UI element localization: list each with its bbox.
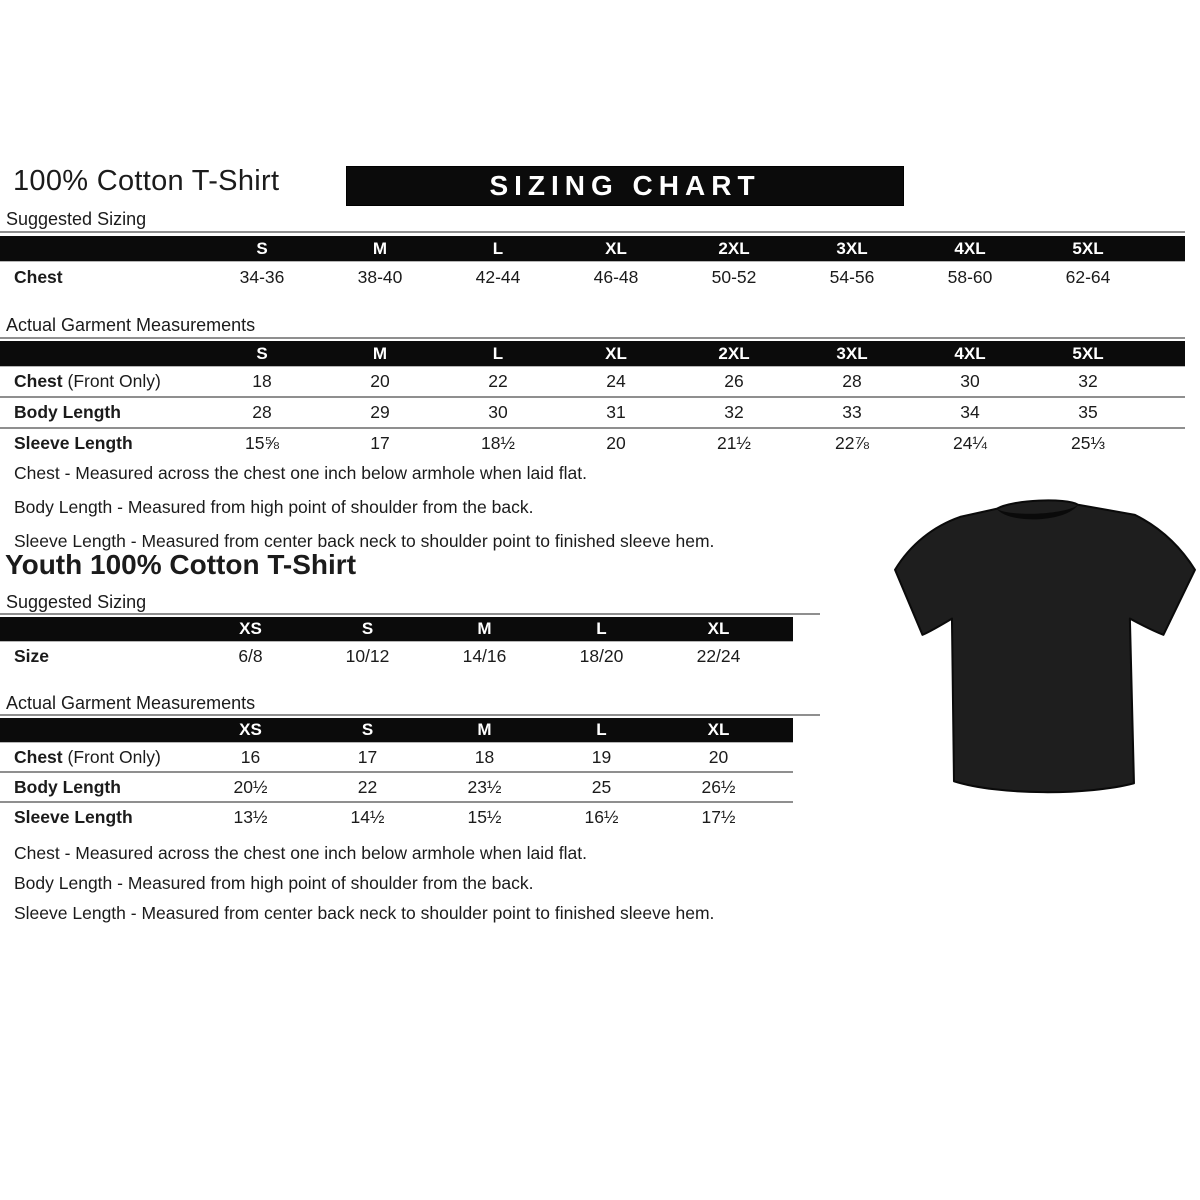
note-body-length: Body Length - Measured from high point of shoulder from the back. xyxy=(14,497,534,517)
tshirt-image xyxy=(893,490,1198,800)
header-cell-size: 3XL xyxy=(836,343,868,363)
row-label: Size xyxy=(14,645,50,666)
row-label: Body Length xyxy=(14,776,121,797)
cell-value: 17 xyxy=(357,746,378,767)
table-row-chest xyxy=(0,367,1185,396)
cell-value: 23½ xyxy=(467,776,502,797)
cell-value: 22 xyxy=(488,371,508,391)
header-cell-size: 2XL xyxy=(718,343,750,363)
cell-value: 21½ xyxy=(716,433,752,453)
cell-value: 22⅞ xyxy=(834,433,870,453)
header-cell-size: S xyxy=(256,343,268,363)
cell-value: 19 xyxy=(591,746,612,767)
youth-suggested-header-row xyxy=(0,617,793,642)
cell-value: 16½ xyxy=(584,806,619,827)
adult-suggested-header-row xyxy=(0,236,1185,262)
divider-line xyxy=(0,714,820,716)
youth-section-title: Youth 100% Cotton T-Shirt xyxy=(5,549,357,580)
header-cell-size: S xyxy=(361,720,374,739)
cell-value: 17 xyxy=(370,433,390,453)
youth-suggested-sizing-label: Suggested Sizing xyxy=(6,592,147,612)
cell-value: 32 xyxy=(724,402,744,422)
header-cell-size: 5XL xyxy=(1072,343,1104,363)
header-cell-size: XL xyxy=(707,619,730,638)
cell-value: 58-60 xyxy=(947,266,993,287)
cell-value: 28 xyxy=(252,402,272,422)
cell-value: 54-56 xyxy=(829,266,875,287)
cell-value: 10/12 xyxy=(345,645,390,666)
header-cell-size: XL xyxy=(707,720,730,739)
header-cell-size: 4XL xyxy=(954,238,986,258)
header-cell-size: XS xyxy=(239,720,262,739)
row-label: Sleeve Length xyxy=(14,433,133,453)
header-cell-size: L xyxy=(492,238,504,258)
cell-value: 20 xyxy=(708,746,729,767)
cell-value: 20 xyxy=(606,433,626,453)
cell-value: 24¼ xyxy=(952,433,988,453)
header-cell-size: L xyxy=(596,720,607,739)
header-cell-size: M xyxy=(372,343,388,363)
cell-value: 15⅝ xyxy=(244,433,280,453)
adult-suggested-sizing-table xyxy=(0,236,1185,292)
table-row-size xyxy=(0,642,793,670)
cell-value: 30 xyxy=(488,402,508,422)
cell-value: 30 xyxy=(960,371,980,391)
cell-value: 26 xyxy=(724,371,744,391)
page-title: 100% Cotton T-Shirt xyxy=(13,165,280,197)
cell-value: 20 xyxy=(370,371,390,391)
adult-actual-header-row xyxy=(0,341,1185,367)
note-chest: Chest - Measured across the chest one inch below armhole when laid flat. xyxy=(14,463,587,483)
table-row-chest xyxy=(0,743,793,771)
divider-line xyxy=(0,337,1185,339)
cell-value: 46-48 xyxy=(593,266,639,287)
youth-measurement-notes xyxy=(14,844,714,934)
cell-value: 25 xyxy=(591,776,612,797)
cell-value: 18/20 xyxy=(579,645,624,666)
sizing-chart-banner-text: SIZING CHART xyxy=(489,170,761,201)
header-cell-size: XL xyxy=(605,343,627,363)
cell-value: 15½ xyxy=(467,806,502,827)
header-cell-size: 4XL xyxy=(954,343,986,363)
sizing-chart-banner xyxy=(346,166,904,206)
youth-actual-measurements-label: Actual Garment Measurements xyxy=(6,693,256,713)
cell-value: 18 xyxy=(474,746,495,767)
header-cell-size: M xyxy=(477,619,492,638)
table-row-sleeve-length xyxy=(0,801,793,831)
adult-suggested-sizing-label: Suggested Sizing xyxy=(6,209,147,229)
cell-value: 22 xyxy=(357,776,378,797)
cell-value: 18 xyxy=(252,371,272,391)
header-cell-size: 2XL xyxy=(718,238,750,258)
table-row-body-length xyxy=(0,396,1185,427)
cell-value: 17½ xyxy=(701,806,736,827)
divider-line xyxy=(0,613,820,615)
cell-value: 20½ xyxy=(233,776,268,797)
header-cell-size: 3XL xyxy=(836,238,868,258)
cell-value: 62-64 xyxy=(1065,266,1111,287)
cell-value: 35 xyxy=(1078,402,1098,422)
youth-suggested-sizing-table xyxy=(0,617,793,670)
youth-actual-header-row xyxy=(0,718,793,743)
header-cell-size: L xyxy=(596,619,607,638)
adult-actual-measurements-table xyxy=(0,341,1185,458)
table-row-chest xyxy=(0,262,1185,292)
cell-value: 33 xyxy=(842,402,862,422)
header-cell-size: S xyxy=(256,238,268,258)
row-label: Chest (Front Only) xyxy=(14,746,161,767)
youth-actual-measurements-table xyxy=(0,718,793,831)
cell-value: 22/24 xyxy=(696,645,741,666)
cell-value: 25⅓ xyxy=(1070,433,1106,453)
note-sleeve-length: Sleeve Length - Measured from center back neck to shoulder point to finished sleeve hem. xyxy=(14,903,715,923)
row-label: Sleeve Length xyxy=(14,806,133,827)
cell-value: 6/8 xyxy=(238,645,263,666)
cell-value: 34-36 xyxy=(239,266,285,287)
adult-actual-measurements-label: Actual Garment Measurements xyxy=(6,315,256,335)
cell-value: 13½ xyxy=(233,806,268,827)
header-cell-size: M xyxy=(372,238,388,258)
header-cell-size: L xyxy=(492,343,504,363)
table-row-sleeve-length xyxy=(0,427,1185,458)
cell-value: 16 xyxy=(240,746,261,767)
cell-value: 18½ xyxy=(480,433,516,453)
cell-value: 50-52 xyxy=(711,266,757,287)
divider-line xyxy=(0,231,1185,233)
cell-value: 38-40 xyxy=(357,266,403,287)
cell-value: 31 xyxy=(606,402,626,422)
row-label: Body Length xyxy=(14,402,121,422)
table-row-body-length xyxy=(0,771,793,801)
note-body-length: Body Length - Measured from high point of shoulder from the back. xyxy=(14,873,534,893)
row-label: Chest xyxy=(14,266,63,287)
header-cell-size: XS xyxy=(239,619,262,638)
cell-value: 29 xyxy=(370,402,390,422)
note-chest: Chest - Measured across the chest one inch below armhole when laid flat. xyxy=(14,843,587,863)
header-cell-size: M xyxy=(477,720,492,739)
header-cell-size: XL xyxy=(605,238,627,258)
cell-value: 34 xyxy=(960,402,980,422)
cell-value: 32 xyxy=(1078,371,1098,391)
note-sleeve-length: Sleeve Length - Measured from center back neck to shoulder point to finished sleeve hem. xyxy=(14,531,715,551)
header-cell-size: 5XL xyxy=(1072,238,1104,258)
cell-value: 24 xyxy=(606,371,626,391)
row-label: Chest (Front Only) xyxy=(14,371,161,391)
cell-value: 42-44 xyxy=(475,266,521,287)
tshirt-body-shape xyxy=(895,500,1195,792)
cell-value: 28 xyxy=(842,371,862,391)
cell-value: 14½ xyxy=(350,806,385,827)
cell-value: 26½ xyxy=(701,776,736,797)
cell-value: 14/16 xyxy=(462,645,507,666)
header-cell-size: S xyxy=(361,619,374,638)
